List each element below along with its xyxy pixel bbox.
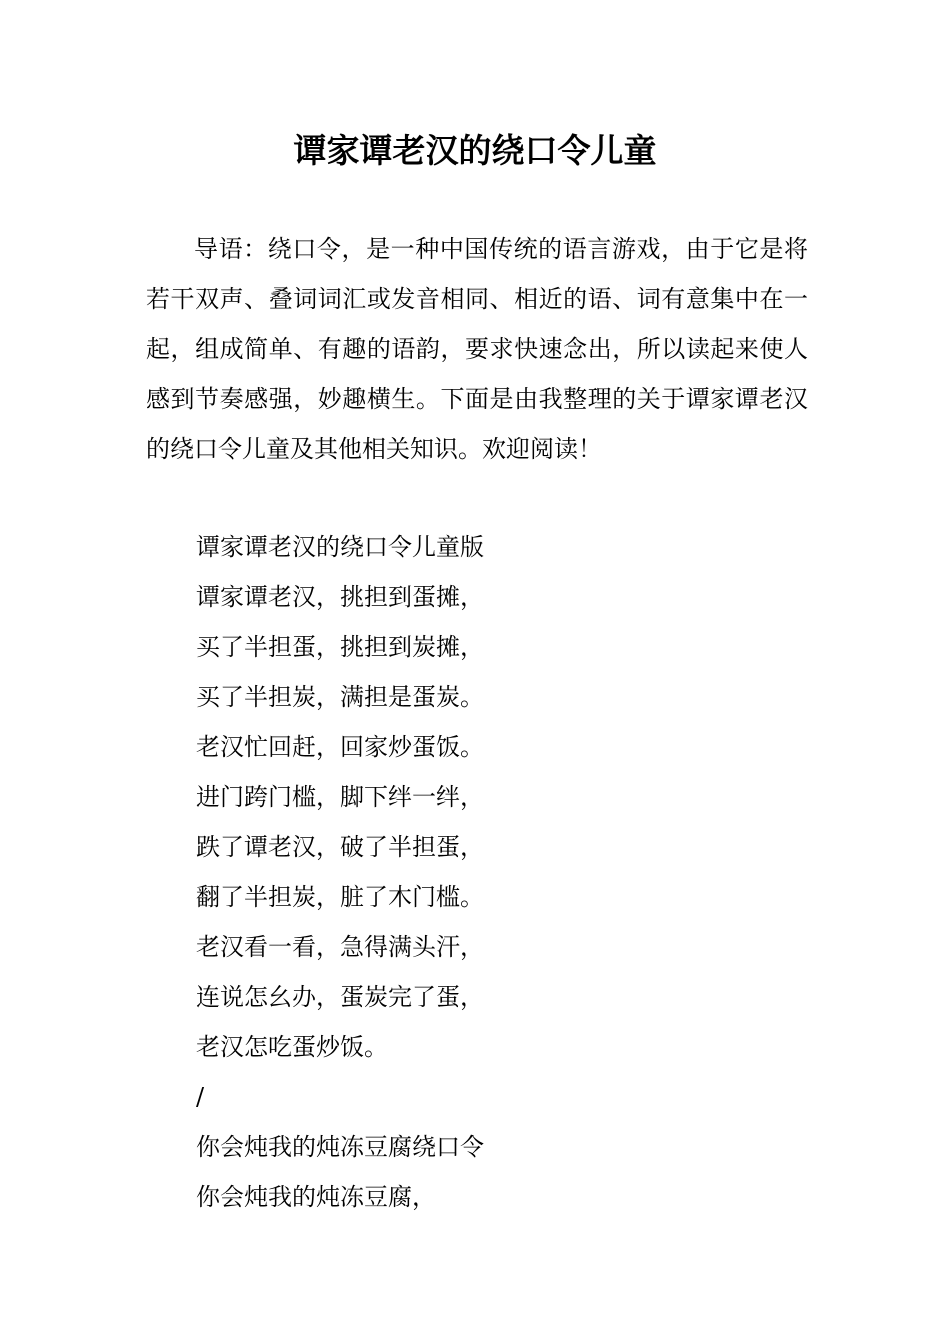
page-title: 谭家谭老汉的绕口令儿童 [293, 131, 657, 170]
text-line: 买了半担炭，满担是蛋炭。 [196, 683, 484, 711]
text-line: 买了半担蛋，挑担到炭摊， [196, 633, 484, 661]
text-line: 连说怎幺办，蛋炭完了蛋， [196, 983, 484, 1011]
text-line: 进门跨门槛，脚下绊一绊， [196, 783, 484, 811]
text-line: 谭家谭老汉，挑担到蛋摊， [196, 583, 484, 611]
text-line: 老汉看一看，急得满头汗， [196, 933, 484, 961]
text-line: 你会炖我的炖冻豆腐， [196, 1183, 436, 1211]
separator-slash: / [196, 1083, 205, 1111]
section-heading: 你会炖我的炖冻豆腐绕口令 [196, 1133, 484, 1161]
text-line: 谭家谭老汉的绕口令儿童版 [196, 533, 484, 561]
text-line: 跌了谭老汉，破了半担蛋， [196, 833, 484, 861]
text-line: 老汉忙回赶，回家炒蛋饭。 [196, 733, 484, 761]
tongue-twister-lines [196, 522, 808, 1222]
intro-paragraph: 导语：绕口令，是一种中国传统的语言游戏，由于它是将若干双声、叠词词汇或发音相同、相近的语、词有意集中在一起，组成简单、有趣的语韵，要求快速念出，所以读起来使人感到节奏感强，妙趣横生。下面是由我整理的关于谭家谭老汉的绕口令儿童及其他相关知识。欢迎阅读！ [146, 235, 808, 463]
text-line: 翻了半担炭，脏了木门槛。 [196, 883, 484, 911]
text-line: 老汉怎吃蛋炒饭。 [196, 1033, 388, 1061]
